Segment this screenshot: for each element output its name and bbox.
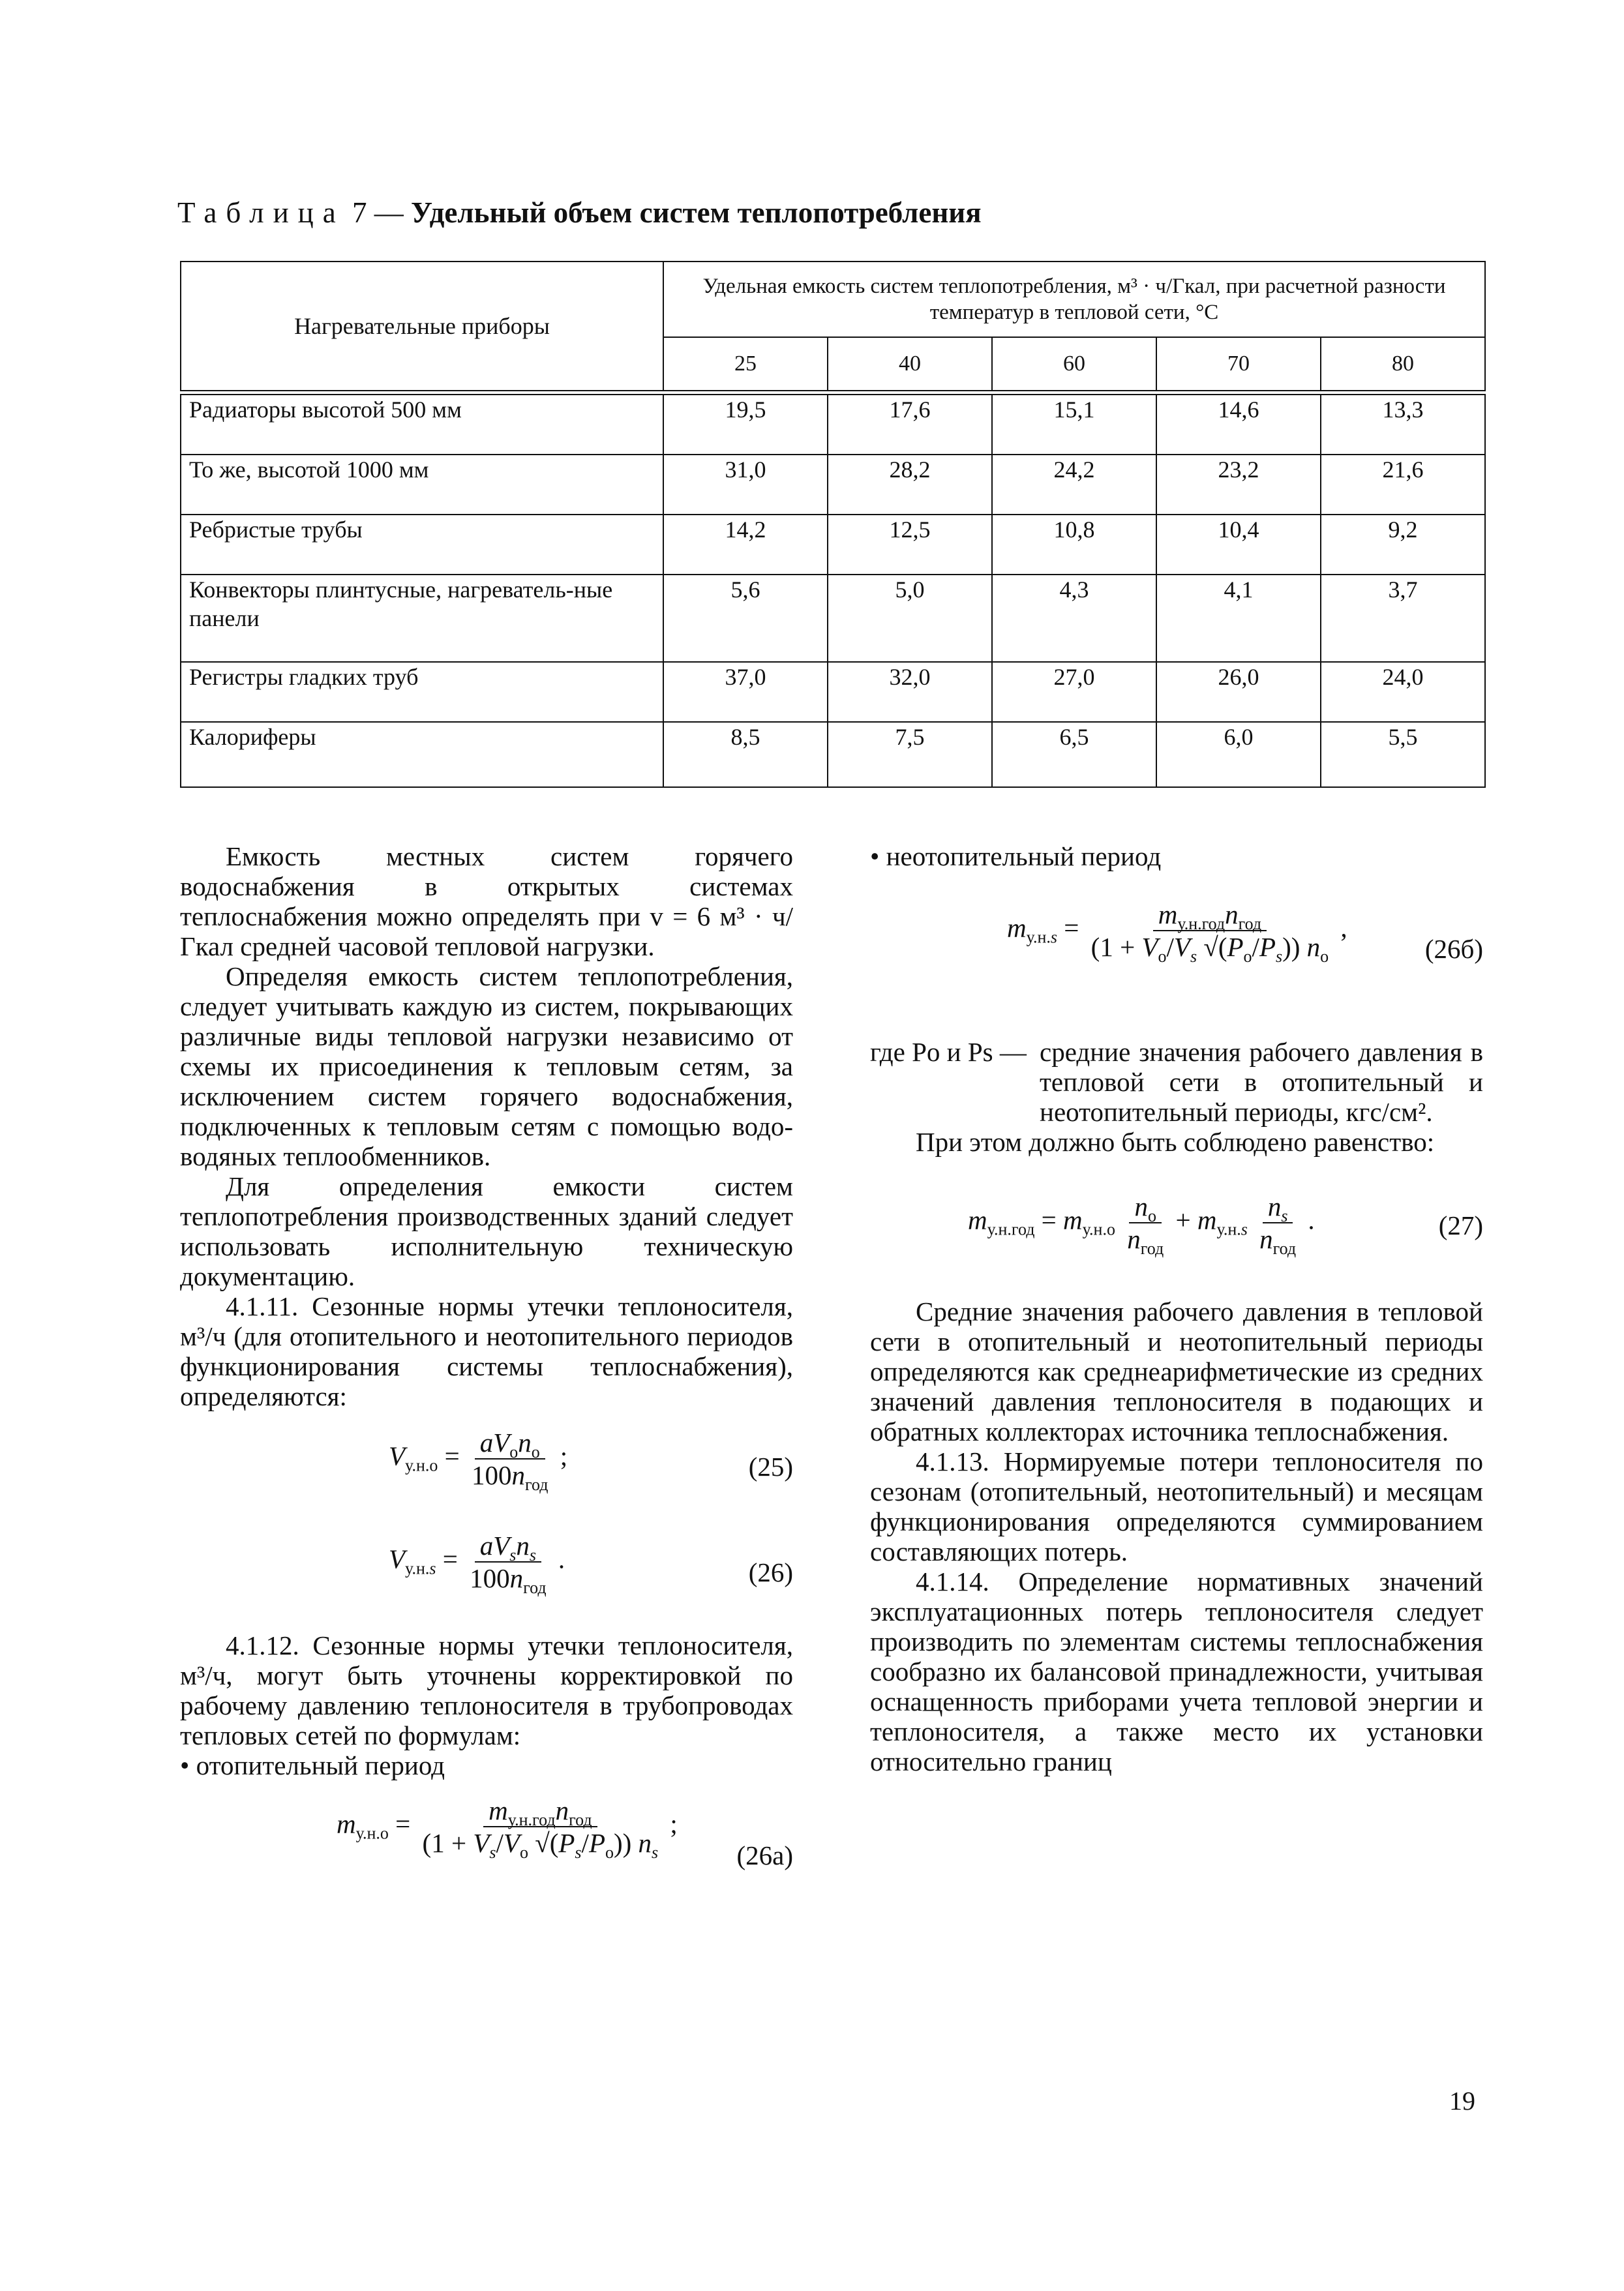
cell-value: 17,6	[828, 395, 992, 455]
formula-26b-body: $m_{у.н.s}$ = $\frac{m_{у.н.год}n_{год}}{(1 + V_о/V_s √(P_о/P_s)) n_о}$ ,	[1007, 899, 1347, 966]
row-name: То же, высотой 1000 мм	[181, 455, 663, 515]
cell-value: 24,2	[992, 455, 1156, 515]
table-row	[181, 395, 1485, 455]
cell-value: 7,5	[828, 722, 992, 787]
left-column	[180, 841, 793, 1926]
equation-number: (26)	[748, 1557, 793, 1587]
paragraph-4-1-14: 4.1.14. Определение нормативных значений эксплуатационных потерь теплоносителя следует производить по элементам системы теплоснабжения сообразно их балансовой принадлежности, учитывая оснащенность приборами учета тепловой энергии и теплоносителя, а также место их установки относительно границ	[870, 1566, 1483, 1776]
cell-value: 5,6	[663, 575, 828, 662]
right-column	[870, 841, 1483, 1776]
paragraph-4-1-12: 4.1.12. Сезонные нормы утечки теплоносителя, м³/ч, могут быть уточнены корректировкой по рабочему давлению теплоносителя в трубопроводах тепловых сетей по формулам:	[180, 1630, 793, 1750]
cell-value: 19,5	[663, 395, 828, 455]
page-number: 19	[1449, 2086, 1475, 2116]
equation-number: (25)	[748, 1452, 793, 1482]
equation-number: (26а)	[736, 1840, 793, 1870]
formula-26a-body: $m_{у.н.о}$ = $\frac{m_{у.н.год}n_{год}}{(1 + V_s/V_о √(P_s/P_о)) n_s}$ ;	[337, 1795, 678, 1863]
formula-26-body: $V_{у.н.s}$ = $\frac{aV_sn_s}{100n_{год}}$ .	[389, 1531, 565, 1598]
cell-value: 14,6	[1156, 395, 1321, 455]
row-name: Ребристые трубы	[181, 515, 663, 575]
header-group: Удельная емкость систем теплопотребления, м³ · ч/Гкал, при расчетной разности температур в тепловой сети, °С	[663, 262, 1485, 337]
header-temp: 25	[663, 337, 828, 391]
cell-value: 8,5	[663, 722, 828, 787]
table-row	[181, 662, 1485, 722]
formula-26a	[180, 1788, 793, 1919]
cell-value: 26,0	[1156, 662, 1321, 722]
cell-value: 12,5	[828, 515, 992, 575]
cell-value: 9,2	[1321, 515, 1485, 575]
paragraph-capacity: Определяя емкость систем теплопотребления, следует учитывать каждую из систем, покрывающих различные виды тепловой нагрузки независимо от схемы их присоединения к тепловым сетям, за исключением систем горячего водоснабжения, подключенных к тепловым сетям с помощью водо-водяных теплообменников.	[180, 961, 793, 1171]
formula-26b	[870, 879, 1483, 1029]
table-caption	[177, 196, 982, 230]
cell-value: 5,0	[828, 575, 992, 662]
cell-value: 32,0	[828, 662, 992, 722]
cell-value: 23,2	[1156, 455, 1321, 515]
formula-25-body: $V_{у.н.о}$ = $\frac{aV_оn_о}{100n_{год}}$ ;	[389, 1428, 568, 1495]
equation-number: (27)	[1438, 1210, 1483, 1240]
row-name: Регистры гладких труб	[181, 662, 663, 722]
header-temp: 80	[1321, 337, 1485, 391]
definition-term: где Pо и Ps —	[870, 1037, 1027, 1067]
cell-value: 28,2	[828, 455, 992, 515]
bullet-nonheating-period: • неотопительный период	[870, 841, 1162, 871]
paragraph-average-pressure: Средние значения рабочего давления в тепловой сети в отопительный и неотопительный периоды определяются как среднеарифметические из средних значений давления теплоносителя в подающих и обратных коллекторах источника теплоснабжения.	[870, 1296, 1483, 1446]
caption-title: Удельный объем систем теплопотребления	[410, 196, 982, 229]
table-row	[181, 575, 1485, 662]
cell-value: 24,0	[1321, 662, 1485, 722]
cell-value: 4,1	[1156, 575, 1321, 662]
header-temp: 60	[992, 337, 1156, 391]
paragraph-hot-water: Емкость местных систем горячего водоснабжения в открытых системах теплоснабжения можно определять при v = 6 м³ · ч/Гкал средней часовой тепловой нагрузки.	[180, 841, 793, 961]
header-temp: 40	[828, 337, 992, 391]
cell-value: 15,1	[992, 395, 1156, 455]
row-name: Конвекторы плинтусные, нагреватель-ные панели	[181, 575, 663, 662]
cell-value: 27,0	[992, 662, 1156, 722]
cell-value: 10,4	[1156, 515, 1321, 575]
definition-text: средние значения рабочего давления в тепловой сети в отопительный и неотопительный периоды, кгс/см².	[1040, 1037, 1483, 1127]
cell-value: 5,5	[1321, 722, 1485, 787]
cell-value: 37,0	[663, 662, 828, 722]
header-devices: Нагревательные приборы	[181, 262, 663, 391]
header-temp: 70	[1156, 337, 1321, 391]
paragraph-equality: При этом должно быть соблюдено равенство:	[916, 1127, 1435, 1157]
specific-volume-table	[180, 261, 1486, 788]
cell-value: 13,3	[1321, 395, 1485, 455]
cell-value: 4,3	[992, 575, 1156, 662]
cell-value: 6,0	[1156, 722, 1321, 787]
formula-27-body: $m_{у.н.год} = m_{у.н.о}$ $\frac{n_о}{n_{год}}$ + $m_{у.н.s}$ $\frac{n_s}{n_{год}}$ .	[968, 1191, 1315, 1259]
cell-value: 3,7	[1321, 575, 1485, 662]
cell-value: 31,0	[663, 455, 828, 515]
paragraph-4-1-11: 4.1.11. Сезонные нормы утечки теплоносителя, м³/ч (для отопительного и неотопительного периодов функционирования системы теплоснабжения), определяются:	[180, 1291, 793, 1411]
equation-number: (26б)	[1424, 934, 1483, 964]
cell-value: 10,8	[992, 515, 1156, 575]
formula-27	[870, 1165, 1483, 1289]
caption-prefix: Таблица	[177, 196, 345, 229]
row-name: Радиаторы высотой 500 мм	[181, 395, 663, 455]
table-row	[181, 722, 1485, 787]
caption-number: 7 —	[352, 196, 404, 229]
row-name: Калориферы	[181, 722, 663, 787]
definition-block	[870, 1037, 1483, 1127]
table-row	[181, 455, 1485, 515]
paragraph-industrial: Для определения емкости систем теплопотребления производственных зданий следует использовать исполнительную техническую документацию.	[180, 1171, 793, 1291]
cell-value: 6,5	[992, 722, 1156, 787]
paragraph-4-1-13: 4.1.13. Нормируемые потери теплоносителя по сезонам (отопительный, неотопительный) и месяцам функционирования определяются суммированием составляющих потерь.	[870, 1446, 1483, 1566]
formula-25	[180, 1419, 793, 1517]
table-row	[181, 515, 1485, 575]
formula-26	[180, 1525, 793, 1623]
cell-value: 14,2	[663, 515, 828, 575]
cell-value: 21,6	[1321, 455, 1485, 515]
bullet-heating-period: • отопительный период	[180, 1750, 445, 1780]
